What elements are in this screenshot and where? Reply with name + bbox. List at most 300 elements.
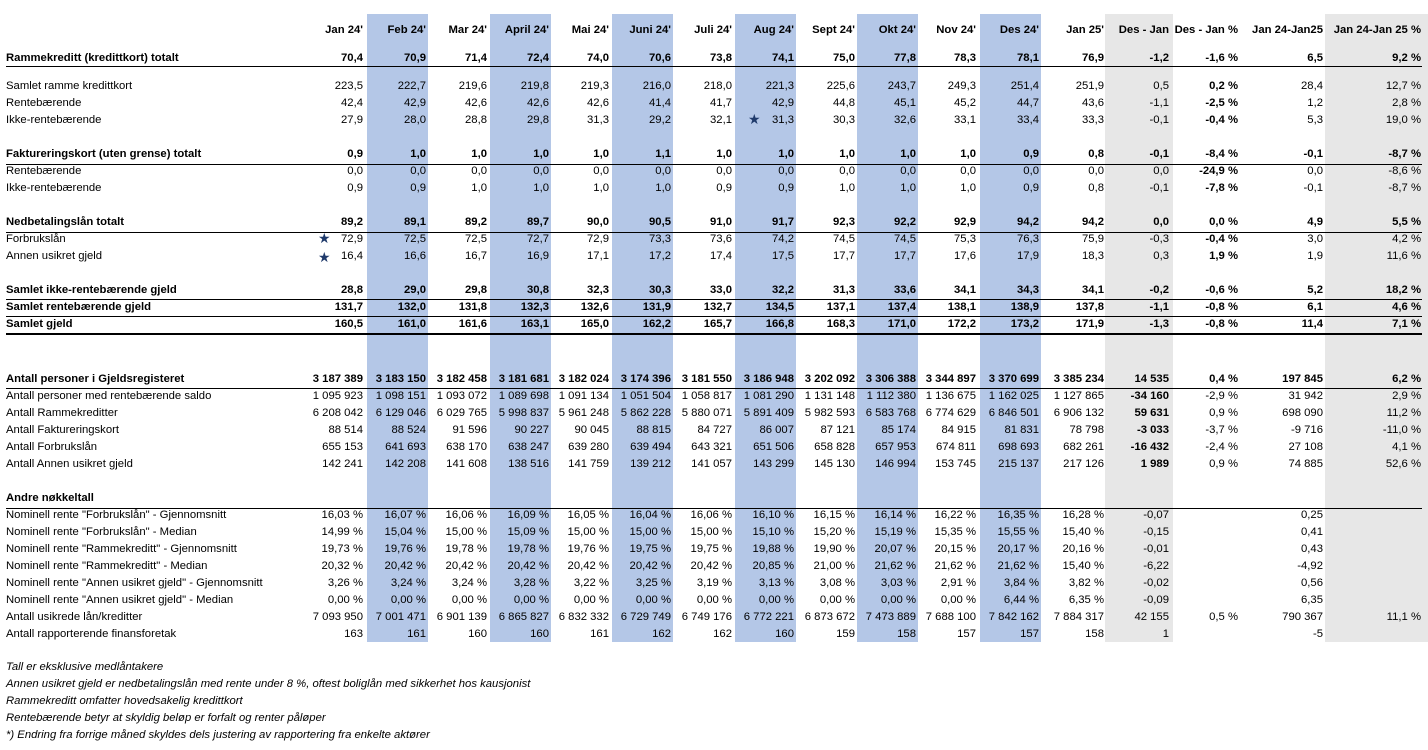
table-cell: 16,9 (527, 250, 549, 262)
table-cell: 20,42 % (507, 560, 549, 572)
table-cell: 75,0 (833, 52, 855, 64)
table-cell: 7 884 317 (1053, 611, 1104, 623)
table-cell: 33,1 (954, 114, 976, 126)
table-cell: 161 (590, 628, 609, 640)
table-cell: 6 901 139 (436, 611, 487, 623)
row-label: Nominell rente "Annen usikret gjeld" - Gjennomsnitt (6, 577, 263, 589)
table-cell: 132,7 (703, 301, 732, 313)
column-header: Juni 24' (629, 24, 671, 36)
asterisk-star-icon: ★ (748, 111, 761, 127)
table-cell: 9,2 % (1392, 52, 1421, 64)
table-cell: 89,1 (404, 216, 426, 228)
table-cell: 5,2 (1307, 284, 1323, 296)
table-cell: 3 385 234 (1053, 373, 1104, 385)
table-cell: 153 745 (935, 458, 976, 470)
table-cell: 6 865 827 (498, 611, 549, 623)
table-cell: 6 749 176 (681, 611, 732, 623)
table-cell: 72,5 (465, 233, 487, 245)
table-cell: 142 241 (322, 458, 363, 470)
table-cell: 91,0 (710, 216, 732, 228)
table-cell: 0,00 % (327, 594, 363, 606)
column-header: Jan 24' (325, 24, 363, 36)
table-cell: 0,0 (471, 165, 487, 177)
table-cell: 223,5 (334, 80, 363, 92)
table-cell: 171,9 (1075, 318, 1104, 330)
table-cell: 27,9 (341, 114, 363, 126)
table-cell: 0,9 (1023, 148, 1039, 160)
table-cell: 84 915 (941, 424, 976, 436)
table-cell: 162 (652, 628, 671, 640)
footnote: Annen usikret gjeld er nedbetalingslån med rente under 8 %, oftest boliglån med sikkerhet hos kausjonist (6, 678, 531, 690)
table-cell: 6,44 % (1003, 594, 1039, 606)
table-cell: 1 098 151 (375, 390, 426, 402)
table-cell: -0,09 (1143, 594, 1169, 606)
footnote: *) Endring fra forrige måned skyldes dels justering av rapportering fra enkelte aktører (6, 729, 430, 741)
table-cell: 219,6 (458, 80, 487, 92)
table-row (6, 490, 1422, 507)
table-cell: 20,42 % (690, 560, 732, 572)
column-header: Okt 24' (878, 24, 916, 36)
table-cell: 18,3 (1082, 250, 1104, 262)
row-label: Nominell rente "Annen usikret gjeld" - Median (6, 594, 234, 606)
table-cell: 137,8 (1075, 301, 1104, 313)
table-cell: 3,03 % (880, 577, 916, 589)
row-label: Nedbetalingslån totalt (6, 216, 124, 228)
table-cell: 72,9 (341, 233, 363, 245)
table-cell: 19,76 % (384, 543, 426, 555)
table-cell: 42,9 (404, 97, 426, 109)
table-cell: 142 208 (385, 458, 426, 470)
table-cell: -0,6 % (1205, 284, 1238, 296)
table-cell: 90 045 (574, 424, 609, 436)
table-cell: 87 121 (820, 424, 855, 436)
table-cell: 0,3 (1153, 250, 1169, 262)
table-cell: 0,9 % (1209, 458, 1238, 470)
table-cell: 42 155 (1134, 611, 1169, 623)
table-cell: 41,7 (710, 97, 732, 109)
table-row (6, 541, 1422, 558)
row-label: Rentebærende (6, 97, 82, 109)
column-header: Des 24' (999, 24, 1039, 36)
table-cell: 131,7 (334, 301, 363, 313)
asterisk-star-icon: ★ (318, 249, 331, 265)
table-row (6, 609, 1422, 626)
table-cell: 0,00 % (573, 594, 609, 606)
table-cell: 215 137 (998, 458, 1039, 470)
table-cell: 3,25 % (635, 577, 671, 589)
table-cell: 19,76 % (567, 543, 609, 555)
column-header: Sept 24' (812, 24, 855, 36)
table-cell: 30,3 (649, 284, 671, 296)
table-row (6, 507, 1422, 524)
table-cell: 221,3 (765, 80, 794, 92)
table-cell: 0,43 (1301, 543, 1323, 555)
table-cell: 3 182 458 (436, 373, 487, 385)
table-cell: 81 831 (1004, 424, 1039, 436)
table-row (6, 248, 1422, 265)
table-cell: 7 001 471 (375, 611, 426, 623)
footnote: Tall er eksklusive medlåntakere (6, 661, 164, 673)
row-label: Antall Rammekreditter (6, 407, 118, 419)
table-cell: 0,0 (1153, 165, 1169, 177)
table-cell: 73,6 (710, 233, 732, 245)
table-cell: 157 (1020, 628, 1039, 640)
table-row (6, 558, 1422, 575)
table-cell: -6,22 (1143, 560, 1169, 572)
table-cell: 92,9 (954, 216, 976, 228)
table-cell: 141 608 (446, 458, 487, 470)
table-cell: -1,1 (1149, 301, 1169, 313)
table-cell: 15,00 % (629, 526, 671, 538)
table-cell: 3 306 388 (865, 373, 916, 385)
table-cell: 1 162 025 (988, 390, 1039, 402)
row-divider (6, 508, 1422, 509)
table-row (6, 50, 1422, 67)
table-cell: 70,6 (649, 52, 671, 64)
table-cell: 172,2 (947, 318, 976, 330)
table-cell: 20,16 % (1062, 543, 1104, 555)
table-cell: -11,0 % (1382, 424, 1421, 436)
column-header: Feb 24' (387, 24, 426, 36)
table-cell: 682 261 (1063, 441, 1104, 453)
table-cell: 651 506 (753, 441, 794, 453)
table-cell: 0,9 % (1209, 407, 1238, 419)
table-cell: 217 126 (1063, 458, 1104, 470)
row-label: Samlet rentebærende gjeld (6, 301, 152, 313)
table-cell: 5 891 409 (743, 407, 794, 419)
table-cell: -1,2 (1149, 52, 1169, 64)
row-label: Nominell rente "Rammekreditt" - Gjennomsnitt (6, 543, 237, 555)
table-cell: 32,2 (772, 284, 794, 296)
table-cell: 5 862 228 (620, 407, 671, 419)
table-cell: 160 (468, 628, 487, 640)
table-cell: 3 186 948 (743, 373, 794, 385)
table-cell: 73,8 (710, 52, 732, 64)
table-cell: -0,1 (1149, 148, 1169, 160)
table-cell: 161 (407, 628, 426, 640)
table-cell: 3,28 % (513, 577, 549, 589)
table-cell: 1 051 504 (620, 390, 671, 402)
table-cell: 1,0 (900, 148, 916, 160)
table-cell: 1,0 (839, 148, 855, 160)
table-cell: 641 693 (385, 441, 426, 453)
table-cell: 30,8 (527, 284, 549, 296)
table-cell: 78,3 (954, 52, 976, 64)
column-header: Aug 24' (753, 24, 794, 36)
table-cell: 19,90 % (813, 543, 855, 555)
table-cell: 11,4 (1301, 318, 1323, 330)
table-cell: 1,0 (471, 148, 487, 160)
table-cell: 1 136 675 (925, 390, 976, 402)
table-row (6, 146, 1422, 163)
table-cell: 28,0 (404, 114, 426, 126)
table-cell: 132,3 (520, 301, 549, 313)
row-divider (6, 333, 1422, 335)
table-cell: -1,6 % (1205, 52, 1238, 64)
row-label: Antall personer i Gjeldsregisteret (6, 373, 185, 385)
table-cell: 31 942 (1288, 390, 1323, 402)
footnote: Rentebærende betyr at skyldig beløp er forfalt og renter påløper (6, 712, 326, 724)
table-cell: -1,3 (1149, 318, 1169, 330)
table-cell: 31,3 (772, 114, 794, 126)
table-cell: 137,4 (887, 301, 916, 313)
table-cell: 15,35 % (934, 526, 976, 538)
table-cell: -0,1 (1303, 182, 1323, 194)
table-cell: -1,1 (1149, 97, 1169, 109)
table-cell: -0,8 % (1205, 318, 1238, 330)
table-cell: 42,9 (772, 97, 794, 109)
table-cell: 3,13 % (758, 577, 794, 589)
table-cell: 1 127 865 (1053, 390, 1104, 402)
table-cell: 5 880 071 (681, 407, 732, 419)
table-row (6, 405, 1422, 422)
table-cell: 1,0 (839, 182, 855, 194)
table-cell: 78,1 (1017, 52, 1039, 64)
table-cell: -0,4 % (1205, 233, 1238, 245)
table-cell: 76,3 (1017, 233, 1039, 245)
column-header: Jan 24-Jan25 (1252, 24, 1323, 36)
table-cell: 5 982 593 (804, 407, 855, 419)
table-cell: 91,7 (772, 216, 794, 228)
table-cell: 89,2 (465, 216, 487, 228)
table-cell: -0,02 (1143, 577, 1169, 589)
table-row (6, 439, 1422, 456)
table-cell: -9 716 (1290, 424, 1323, 436)
table-cell: -0,2 (1149, 284, 1169, 296)
table-cell: 78 798 (1069, 424, 1104, 436)
table-cell: 6 129 046 (375, 407, 426, 419)
row-label: Ikke-rentebærende (6, 114, 102, 126)
table-cell: 7 688 100 (925, 611, 976, 623)
header-row (6, 22, 1422, 39)
table-cell: 1,0 (533, 182, 549, 194)
table-cell: 76,9 (1082, 52, 1104, 64)
table-row (6, 316, 1422, 333)
table-cell: 131,8 (458, 301, 487, 313)
table-cell: 4,2 % (1392, 233, 1421, 245)
table-row (6, 422, 1422, 439)
table-cell: 94,2 (1082, 216, 1104, 228)
row-label: Andre nøkkeltall (6, 492, 94, 504)
table-cell: 219,8 (520, 80, 549, 92)
table-cell: 3,84 % (1003, 577, 1039, 589)
table-cell: 249,3 (947, 80, 976, 92)
table-cell: 74,1 (772, 52, 794, 64)
table-cell: -0,1 (1149, 182, 1169, 194)
table-cell: 3 370 699 (988, 373, 1039, 385)
table-cell: 1 091 134 (558, 390, 609, 402)
table-cell: 31,3 (587, 114, 609, 126)
table-cell: 137,1 (826, 301, 855, 313)
table-cell: 1 058 817 (681, 390, 732, 402)
table-cell: 94,2 (1017, 216, 1039, 228)
table-cell: 1,1 (655, 148, 671, 160)
table-cell: 90,0 (587, 216, 609, 228)
table-cell: 42,6 (527, 97, 549, 109)
table-cell: 225,6 (826, 80, 855, 92)
footnote: Rammekreditt omfatter hovedsakelig kredittkort (6, 695, 243, 707)
row-label: Forbrukslån (6, 233, 66, 245)
table-cell: 28,8 (465, 114, 487, 126)
table-cell: 20,15 % (934, 543, 976, 555)
table-cell: 29,2 (649, 114, 671, 126)
table-cell: 0,9 (778, 182, 794, 194)
table-cell: 1,0 (716, 148, 732, 160)
table-cell: 6,2 % (1392, 373, 1421, 385)
table-cell: 92,2 (894, 216, 916, 228)
row-label: Antall Faktureringskort (6, 424, 120, 436)
table-cell: 16,14 % (874, 509, 916, 521)
table-cell: 92,3 (833, 216, 855, 228)
table-cell: 29,8 (527, 114, 549, 126)
table-cell: 17,6 (954, 250, 976, 262)
table-cell: 16,10 % (752, 509, 794, 521)
table-cell: -16 432 (1130, 441, 1169, 453)
table-cell: -2,4 % (1205, 441, 1238, 453)
table-row (6, 626, 1422, 643)
table-cell: 674 811 (936, 441, 976, 453)
table-cell: 1,9 % (1209, 250, 1238, 262)
table-cell: 45,2 (954, 97, 976, 109)
table-cell: 790 367 (1282, 611, 1323, 623)
table-cell: 0,0 (593, 165, 609, 177)
table-cell: 2,8 % (1392, 97, 1421, 109)
table-cell: 146 994 (875, 458, 916, 470)
table-cell: 42,6 (465, 97, 487, 109)
table-row (6, 180, 1422, 197)
table-cell: 16,05 % (567, 509, 609, 521)
table-cell: 7 093 950 (312, 611, 363, 623)
table-cell: 0,5 (1153, 80, 1169, 92)
table-cell: 6,5 (1307, 52, 1323, 64)
table-cell: -3 033 (1136, 424, 1169, 436)
table-cell: 6 583 768 (865, 407, 916, 419)
table-cell: 197 845 (1282, 373, 1323, 385)
table-cell: 3,24 % (390, 577, 426, 589)
table-cell: 86 007 (759, 424, 794, 436)
table-cell: 5,5 % (1392, 216, 1421, 228)
table-cell: 0,41 (1301, 526, 1323, 538)
table-cell: 639 280 (568, 441, 609, 453)
table-cell: 4,1 % (1392, 441, 1421, 453)
table-cell: 165,7 (703, 318, 732, 330)
table-cell: 33,6 (894, 284, 916, 296)
table-cell: 161,6 (458, 318, 487, 330)
table-cell: 15,19 % (874, 526, 916, 538)
table-cell: 59 631 (1134, 407, 1169, 419)
table-cell: 17,9 (1017, 250, 1039, 262)
table-cell: 33,4 (1017, 114, 1039, 126)
table-cell: 168,3 (826, 318, 855, 330)
table-cell: 1,0 (655, 182, 671, 194)
table-row (6, 78, 1422, 95)
table-cell: 20,17 % (997, 543, 1039, 555)
table-cell: 145 130 (814, 458, 855, 470)
table-cell: 30,3 (833, 114, 855, 126)
table-cell: -8,6 % (1388, 165, 1421, 177)
table-cell: 698 693 (998, 441, 1039, 453)
table-cell: -0,1 (1303, 148, 1323, 160)
table-cell: 91 596 (452, 424, 487, 436)
table-cell: 1,0 (593, 148, 609, 160)
table-cell: 161,0 (397, 318, 426, 330)
table-cell: 89,7 (527, 216, 549, 228)
table-cell: 32,6 (894, 114, 916, 126)
table-cell: 33,3 (1082, 114, 1104, 126)
table-cell: 3 183 150 (375, 373, 426, 385)
table-cell: 43,6 (1082, 97, 1104, 109)
table-cell: 11,6 % (1386, 250, 1421, 262)
table-cell: 21,62 % (997, 560, 1039, 572)
table-cell: 3,24 % (451, 577, 487, 589)
table-cell: 3,0 (1307, 233, 1323, 245)
table-row (6, 524, 1422, 541)
table-cell: 0,0 % (1209, 216, 1238, 228)
table-cell: 251,9 (1075, 80, 1104, 92)
table-cell: 173,2 (1010, 318, 1039, 330)
table-cell: 0,0 (1153, 216, 1169, 228)
table-cell: 6,35 % (1068, 594, 1104, 606)
row-divider (6, 388, 1422, 389)
table-row (6, 371, 1422, 388)
table-cell: 658 828 (814, 441, 855, 453)
table-cell: 29,0 (404, 284, 426, 296)
table-row (6, 388, 1422, 405)
row-divider (6, 66, 1422, 67)
table-cell: 19,88 % (752, 543, 794, 555)
table-cell: 0,0 (410, 165, 426, 177)
table-cell: -34 160 (1130, 390, 1169, 402)
table-cell: 3 174 396 (620, 373, 671, 385)
table-cell: 6 208 042 (312, 407, 363, 419)
table-cell: 33,0 (710, 284, 732, 296)
table-cell: -8,7 % (1388, 182, 1421, 194)
table-cell: 16,6 (404, 250, 426, 262)
table-cell: 158 (897, 628, 916, 640)
row-divider (6, 232, 1422, 233)
table-row (6, 95, 1422, 112)
table-row (6, 112, 1422, 129)
table-cell: 15,09 % (507, 526, 549, 538)
table-cell: 6 832 332 (558, 611, 609, 623)
row-label: Nominell rente "Forbrukslån" - Gjennomsnitt (6, 509, 227, 521)
table-cell: 1 095 923 (312, 390, 363, 402)
table-cell: 0,00 % (940, 594, 976, 606)
table-cell: -4,92 (1297, 560, 1323, 572)
row-label: Nominell rente "Rammekreditt" - Median (6, 560, 208, 572)
table-cell: -2,9 % (1205, 390, 1238, 402)
table-cell: 0,0 (960, 165, 976, 177)
table-cell: 171,0 (887, 318, 916, 330)
table-cell: 28,4 (1301, 80, 1323, 92)
table-cell: 19,78 % (445, 543, 487, 555)
table-cell: 31,3 (833, 284, 855, 296)
table-cell: 131,9 (642, 301, 671, 313)
table-cell: 6 906 132 (1053, 407, 1104, 419)
table-cell: 74,2 (772, 233, 794, 245)
table-cell: 1 081 290 (743, 390, 794, 402)
table-cell: 0,9 (1023, 182, 1039, 194)
table-cell: 1,0 (593, 182, 609, 194)
table-cell: 0,00 % (758, 594, 794, 606)
table-cell: 14 535 (1134, 373, 1169, 385)
table-cell: -0,3 (1149, 233, 1169, 245)
column-header: Mar 24' (448, 24, 487, 36)
row-label: Antall Annen usikret gjeld (6, 458, 133, 470)
table-cell: 7 473 889 (865, 611, 916, 623)
table-cell: 1,2 (1307, 97, 1323, 109)
table-cell: 16,35 % (997, 509, 1039, 521)
